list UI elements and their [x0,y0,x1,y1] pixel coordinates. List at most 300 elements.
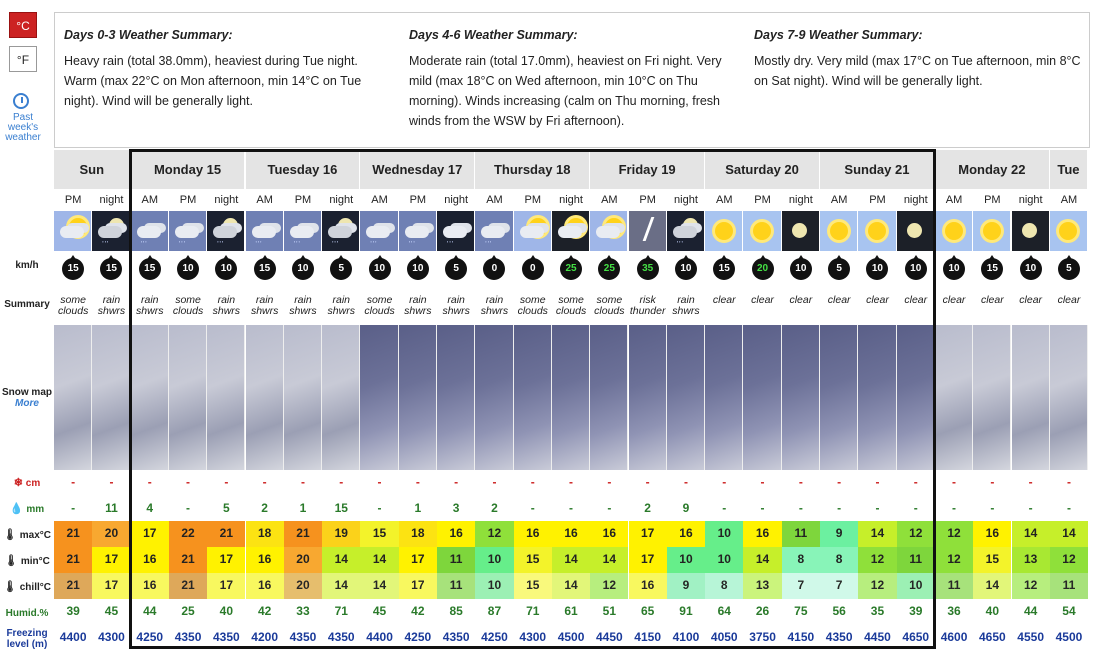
rain-mm-value: - [722,501,727,515]
humidity-value: 54 [1062,604,1076,618]
freezing-level-value: 4350 [327,630,355,644]
max-temp-value: 16 [743,521,781,547]
wind-direction-icon: 10 [177,258,199,280]
row-label-max: 🌡 max°C [3,529,51,541]
forecast-summary: rain shwrs [250,294,279,317]
rain-mm-value: 4 [146,501,154,515]
thermometer-icon: 🌡 [4,555,19,567]
wind-speed [1012,251,1050,287]
wind-speed [514,251,552,287]
max-temp-value: 16 [552,521,590,547]
time-period: PM [858,189,896,211]
chill-temp-value: 16 [629,573,667,599]
time-period: night [437,189,475,211]
summary-days-4-6 [409,25,739,131]
chill-temp-value: 8 [705,573,743,599]
snow-map-tile[interactable] [667,325,705,470]
day-header[interactable]: Monday 15 [131,150,246,189]
past-weather-link[interactable]: Past week's weather [5,112,41,143]
snow-cm-value: - [224,475,229,489]
summary-days-0-3 [64,25,394,111]
sun-icon [820,211,858,251]
snow-cm-value: - [339,475,344,489]
rain-mm-value: - [760,501,765,515]
snow-map-tile[interactable] [782,325,820,470]
snow-map-tile[interactable] [169,325,207,470]
wind-speed [360,251,398,287]
day-header[interactable]: Sunday 21 [820,150,935,189]
freezing-level-value: 4350 [825,630,853,644]
rain-night-icon: ''' [92,211,130,251]
snow-cm-value: - [875,475,880,489]
min-temp-value: 11 [897,547,935,573]
max-temp-value: 18 [246,521,284,547]
chill-temp-value: 12 [1012,573,1050,599]
min-temp-value: 12 [858,547,896,573]
max-temp-value: 17 [629,521,667,547]
time-period: night [207,189,245,211]
humidity-value: 56 [832,604,846,618]
snow-map-tile[interactable] [475,325,513,470]
humidity-value: 61 [564,604,578,618]
humidity-value: 39 [66,604,80,618]
wind-speed [552,251,590,287]
wind-speed [935,251,973,287]
freezing-level-value: 4200 [251,630,278,644]
max-temp-value: 15 [360,521,398,547]
summary-title: Days 7-9 Weather Summary: [754,28,923,42]
time-period: AM [360,189,398,211]
max-temp-value: 9 [820,521,858,547]
time-period: PM [743,189,781,211]
chill-temp-value: 11 [1050,573,1088,599]
wind-speed [667,251,705,287]
wind-speed [629,251,667,287]
snow-cm-value: - [645,475,650,489]
min-temp-value: 12 [935,547,973,573]
max-temp-value: 16 [667,521,705,547]
min-temp-value: 17 [399,547,437,573]
rain-mm-value: 2 [491,501,498,515]
row-label-wind: km/h [15,260,39,271]
time-period: AM [475,189,513,211]
rain-icon: ''' [475,211,513,251]
snow-cm-value: - [683,475,688,489]
snow-map-tile[interactable] [705,325,743,470]
forecast-summary: some clouds [172,294,204,317]
time-period: AM [820,189,858,211]
wind-speed [590,251,628,287]
time-period: PM [973,189,1011,211]
chill-temp-value: 14 [360,573,398,599]
snow-map-tile[interactable] [399,325,437,470]
left-sidebar [0,0,54,653]
chill-temp-value: 15 [514,573,552,599]
summary-text: Heavy rain (total 38.0mm), heaviest during Tue night. Warm (max 22°C on Mon afternoon, min 14°C on Tue night). Wind will be generally light. [64,54,362,108]
min-temp-value: 14 [360,547,398,573]
moon-icon [782,211,820,251]
day-header[interactable]: Friday 19 [590,150,705,189]
humidity-value: 26 [755,604,770,618]
min-temp-value: 12 [1050,547,1088,573]
freezing-level-value: 4250 [136,630,164,644]
time-period: AM [705,189,743,211]
min-temp-value: 8 [782,547,820,573]
snow-map-tile[interactable] [590,325,628,470]
forecast-summary: clear [904,294,928,306]
sun-icon [858,211,896,251]
snow-map-tile[interactable] [437,325,475,470]
snow-cm-value: - [913,475,918,489]
wind-direction-icon: 10 [905,258,927,280]
sun-icon [743,211,781,251]
rain-mm-value: - [377,501,382,515]
max-temp-value: 21 [54,521,92,547]
rain-mm-value: 9 [682,501,690,515]
forecast-summary: rain shwrs [289,294,317,317]
day-header[interactable]: Tue [1050,150,1088,189]
time-period: AM [1050,189,1088,211]
rain-icon: ''' [284,211,322,251]
snow-cm-value: - [569,475,574,489]
rain-mm-value: - [186,501,191,515]
snow-map-tile[interactable] [973,325,1011,470]
snow-map-tile[interactable] [858,325,896,470]
chill-temp-value: 12 [590,573,628,599]
rain-mm-value: 15 [334,501,348,515]
wind-direction-icon: 5 [445,258,467,280]
rain-icon: ''' [399,211,437,251]
chill-temp-value: 14 [322,573,360,599]
max-temp-value: 20 [92,521,130,547]
snow-map-tile[interactable] [629,325,667,470]
max-temp-value: 14 [1012,521,1050,547]
snow-map-tile[interactable] [743,325,781,470]
row-label-min: 🌡 min°C [4,555,50,567]
max-temp-value: 16 [973,521,1011,547]
humidity-value: 71 [526,604,540,618]
rain-mm-value: 11 [105,501,118,515]
forecast-summary: some clouds [517,294,548,317]
row-label-rain-mm: 💧 mm [9,503,45,515]
time-period: night [782,189,820,211]
wind-direction-icon: 10 [215,258,237,280]
wind-direction-icon: 5 [828,258,850,280]
snow-cm-value: - [1028,475,1033,489]
humidity-value: 40 [219,604,234,618]
snow-map-more-link[interactable]: More [15,398,39,409]
min-temp-value: 17 [207,547,245,573]
rain-mm-value: 2 [261,501,268,515]
row-label-chill: 🌡 chill°C [3,581,51,593]
chill-temp-value: 16 [131,573,169,599]
freezing-level-value: 4350 [212,630,240,644]
min-temp-value: 10 [667,547,705,573]
forecast-summary: clear [1057,294,1081,306]
snow-cm-value: - [722,475,727,489]
thunder-icon [629,211,667,251]
chill-temp-value: 12 [858,573,896,599]
wind-direction-icon: 10 [292,258,314,280]
wind-direction-icon: 15 [254,258,276,280]
freezing-level-value: 4350 [174,630,202,644]
chill-temp-value: 13 [743,573,781,599]
freezing-level-value: 4650 [978,630,1006,644]
day-header[interactable]: Monday 22 [935,150,1050,189]
rain-night-icon: ''' [322,211,360,251]
chill-temp-value: 14 [552,573,590,599]
wind-speed [207,251,245,287]
time-period: night [1012,189,1050,211]
wind-direction-icon: 0 [483,258,505,280]
max-temp-value: 19 [322,521,360,547]
snow-cm-value: - [798,475,803,489]
forecast-summary: clear [751,294,774,306]
rain-mm-value: - [607,501,612,515]
max-temp-value: 10 [705,521,743,547]
sun-icon [935,211,973,251]
humidity-value: 75 [794,604,808,618]
max-temp-value: 16 [437,521,475,547]
freezing-level-value: 4050 [710,630,738,644]
rain-mm-value: - [1028,501,1033,515]
forecast-summary: rain shwrs [212,294,241,317]
raindrop-icon: 💧 [9,503,24,515]
wind-speed [284,251,322,287]
freezing-level-value: 4550 [1017,630,1044,644]
min-temp-value: 10 [475,547,513,573]
forecast-summary: clear [980,294,1004,306]
time-period: night [322,189,360,211]
summary-title: Days 0-3 Weather Summary: [64,28,233,42]
day-header[interactable]: Wednesday 17 [360,150,475,189]
rain-mm-value: - [990,501,995,515]
sun-icon [973,211,1011,251]
sun-icon [705,211,743,251]
wind-speed [973,251,1011,287]
chill-temp-value: 7 [820,573,858,599]
chill-temp-value: 10 [897,573,935,599]
rain-icon: ''' [246,211,284,251]
max-temp-value: 17 [131,521,169,547]
min-temp-value: 14 [590,547,628,573]
forecast-summary: rain shwrs [672,294,700,317]
wind-speed [782,251,820,287]
clock-icon[interactable] [13,93,29,109]
rain-mm-value: 3 [452,501,460,515]
min-temp-value: 15 [973,547,1011,573]
max-temp-value: 12 [475,521,513,547]
snow-cm-value: - [990,475,995,489]
day-header[interactable]: Sun [54,150,131,189]
snow-map-tile[interactable] [284,325,322,470]
wind-speed [1050,251,1088,287]
freezing-level-value: 3750 [749,630,776,644]
chill-temp-value: 11 [437,573,475,599]
snow-map-tile[interactable] [207,325,245,470]
rain-night-icon: ''' [207,211,245,251]
min-temp-value: 10 [705,547,743,573]
forecast-summary: some clouds [555,294,587,317]
max-temp-value: 14 [858,521,896,547]
time-period: PM [169,189,207,211]
day-header[interactable]: Tuesday 16 [246,150,361,189]
wind-speed [399,251,437,287]
chill-temp-value: 17 [399,573,437,599]
time-period: night [552,189,590,211]
wind-direction-icon: 10 [1020,258,1042,280]
forecast-summary: clear [1019,294,1043,306]
snow-map-tile[interactable] [131,325,169,470]
freezing-level-value: 4300 [98,630,125,644]
sun-icon [1050,211,1088,251]
freezing-level-value: 4150 [787,630,815,644]
max-temp-value: 21 [284,521,322,547]
snow-map-tile[interactable] [54,325,92,470]
snow-map-tile[interactable] [514,325,552,470]
rain-mm-value: - [798,501,803,515]
snow-cm-value: - [1066,475,1071,489]
chill-temp-value: 14 [973,573,1011,599]
celsius-button[interactable]: °C [9,12,37,38]
max-temp-value: 21 [207,521,245,547]
snow-map-tile[interactable] [552,325,590,470]
wind-direction-icon: 10 [943,258,965,280]
snow-cm-value: - [186,475,191,489]
day-header[interactable]: Saturday 20 [705,150,820,189]
time-period: PM [399,189,437,211]
thermometer-icon: 🌡 [3,529,17,541]
humidity-value: 85 [449,604,463,618]
row-label-snow-cm: ❄ cm [13,477,41,489]
time-period: AM [131,189,169,211]
max-temp-value: 14 [1050,521,1088,547]
snow-cm-value: - [530,475,535,489]
snow-map-tile[interactable] [820,325,858,470]
snow-cm-value: - [837,475,842,489]
rain-icon: ''' [131,211,169,251]
freezing-level-value: 4300 [519,630,547,644]
snow-cm-value: - [415,475,420,489]
humidity-value: 44 [143,604,157,618]
chill-temp-value: 16 [246,573,284,599]
day-header[interactable]: Thursday 18 [475,150,590,189]
wind-speed [743,251,781,287]
wind-direction-icon: 10 [675,258,697,280]
snow-map-tile[interactable] [360,325,398,470]
humidity-value: 39 [909,604,923,618]
moon-icon [897,211,935,251]
min-temp-value: 11 [437,547,475,573]
max-temp-value: 12 [935,521,973,547]
min-temp-value: 14 [552,547,590,573]
forecast-summary: some clouds [57,294,89,317]
humidity-value: 71 [334,604,348,618]
rain-mm-value: - [952,501,957,515]
wind-direction-icon: 25 [598,258,620,280]
snow-map-tile[interactable] [897,325,935,470]
rain-mm-value: - [71,501,76,515]
forecast-summary: rain shwrs [480,294,509,317]
forecast-summary: some clouds [364,294,395,317]
time-period: night [92,189,130,211]
min-temp-value: 17 [629,547,667,573]
snow-cm-value: - [454,475,459,489]
min-temp-value: 8 [820,547,858,573]
wind-direction-icon: 5 [330,258,352,280]
time-period: PM [514,189,552,211]
snow-map-tile[interactable] [322,325,360,470]
max-temp-value: 16 [590,521,628,547]
freezing-level-value: 4500 [557,630,585,644]
rain-mm-value: 2 [644,501,651,515]
wind-speed [897,251,935,287]
min-temp-value: 14 [743,547,781,573]
rain-icon: ''' [437,211,475,251]
max-temp-value: 11 [782,521,820,547]
moon-icon [1012,211,1050,251]
snow-cm-value: - [109,475,114,489]
wind-speed [246,251,284,287]
humidity-value: 45 [104,604,119,618]
humidity-value: 42 [411,604,425,618]
cloud-sun-icon [590,211,628,251]
snow-map-tile[interactable] [246,325,284,470]
wind-direction-icon: 10 [407,258,429,280]
wind-direction-icon: 25 [560,258,582,280]
rain-mm-value: 5 [222,501,230,515]
snow-cm-value: - [71,475,76,489]
chill-temp-value: 17 [207,573,245,599]
min-temp-value: 14 [322,547,360,573]
forecast-summary: rain shwrs [136,294,164,317]
snowflake-icon: ❄ [13,477,23,489]
wind-speed [820,251,858,287]
chill-temp-value: 11 [935,573,973,599]
wind-direction-icon: 10 [790,258,812,280]
max-temp-value: 22 [169,521,207,547]
humidity-value: 65 [640,604,655,618]
min-temp-value: 16 [131,547,169,573]
forecast-summary: clear [827,294,851,306]
freezing-level-value: 4250 [404,630,432,644]
wind-direction-icon: 15 [139,258,161,280]
time-period: PM [54,189,92,211]
snow-map-tile[interactable] [92,325,130,470]
time-period: AM [935,189,973,211]
summary-text: Mostly dry. Very mild (max 17°C on Tue afternoon, min 8°C on Sat night). Wind will be generally light. [754,54,1081,88]
chill-temp-value: 21 [54,573,92,599]
min-temp-value: 15 [514,547,552,573]
snow-map-tile[interactable] [1012,325,1050,470]
cloud-sun-icon [552,211,590,251]
fahrenheit-button[interactable]: °F [9,46,37,72]
summary-title: Days 4-6 Weather Summary: [409,28,578,42]
time-period: PM [284,189,322,211]
forecast-summary: clear [789,294,813,306]
snow-map-tile[interactable] [1050,325,1088,470]
freezing-level-value: 4400 [59,630,87,644]
min-temp-value: 17 [92,547,130,573]
freezing-level-value: 4400 [366,630,393,644]
rain-mm-value: - [913,501,918,515]
rain-icon: ''' [169,211,207,251]
humidity-value: 44 [1023,604,1038,618]
time-period: AM [590,189,628,211]
wind-direction-icon: 20 [752,258,774,280]
snow-cm-value: - [760,475,765,489]
snow-map-tile[interactable] [935,325,973,470]
